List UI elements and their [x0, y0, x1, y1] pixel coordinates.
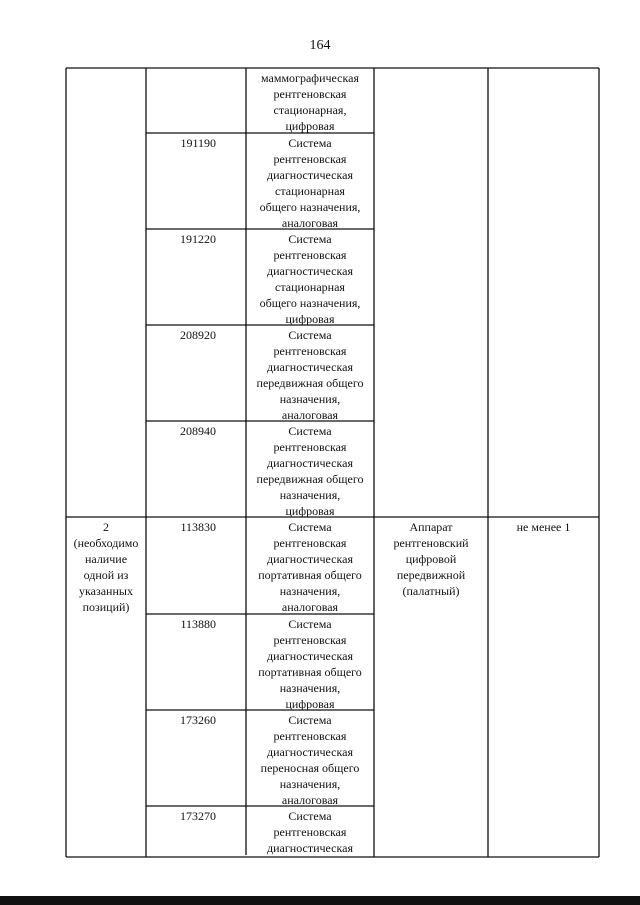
row-5-name: Система рентгеновская диагностическая передвижная общего назначения, цифровая — [256, 424, 364, 518]
row-7-code: 113880 — [180, 617, 216, 631]
row-2-name: Система рентгеновская диагностическая стационарная общего назначения, аналоговая — [259, 136, 361, 230]
group-2-equipment: Аппарат рентгеновский цифровой передвижной (палатный) — [393, 520, 469, 598]
scan-bottom-edge — [0, 896, 640, 905]
row-8-name: Система рентгеновская диагностическая переносная общего назначения, аналоговая — [260, 713, 360, 807]
row-6-name: Система рентгеновская диагностическая портативная общего назначения, аналоговая — [258, 520, 362, 614]
page-number: 164 — [309, 38, 331, 53]
group-2-quantity: не менее 1 — [516, 520, 571, 534]
row-7-name: Система рентгеновская диагностическая портативная общего назначения, цифровая — [258, 617, 362, 711]
row-9-code: 173270 — [180, 809, 216, 823]
row-5-code: 208940 — [180, 424, 216, 438]
row-2-code: 191190 — [180, 136, 216, 150]
group-2-number: 2 (необходимо наличие одной из указанных позиций) — [73, 520, 139, 614]
row-3-name: Система рентгеновская диагностическая стационарная общего назначения, цифровая — [259, 232, 361, 326]
row-4-code: 208920 — [180, 328, 216, 342]
row-6-code: 113830 — [180, 520, 216, 534]
row-8-code: 173260 — [180, 713, 216, 727]
row-1-name: маммографическая рентгеновская стационарная, цифровая — [261, 71, 359, 133]
row-9-name: Система рентгеновская диагностическая — [267, 809, 353, 855]
row-4-name: Система рентгеновская диагностическая передвижная общего назначения, аналоговая — [256, 328, 364, 422]
row-3-code: 191220 — [180, 232, 216, 246]
